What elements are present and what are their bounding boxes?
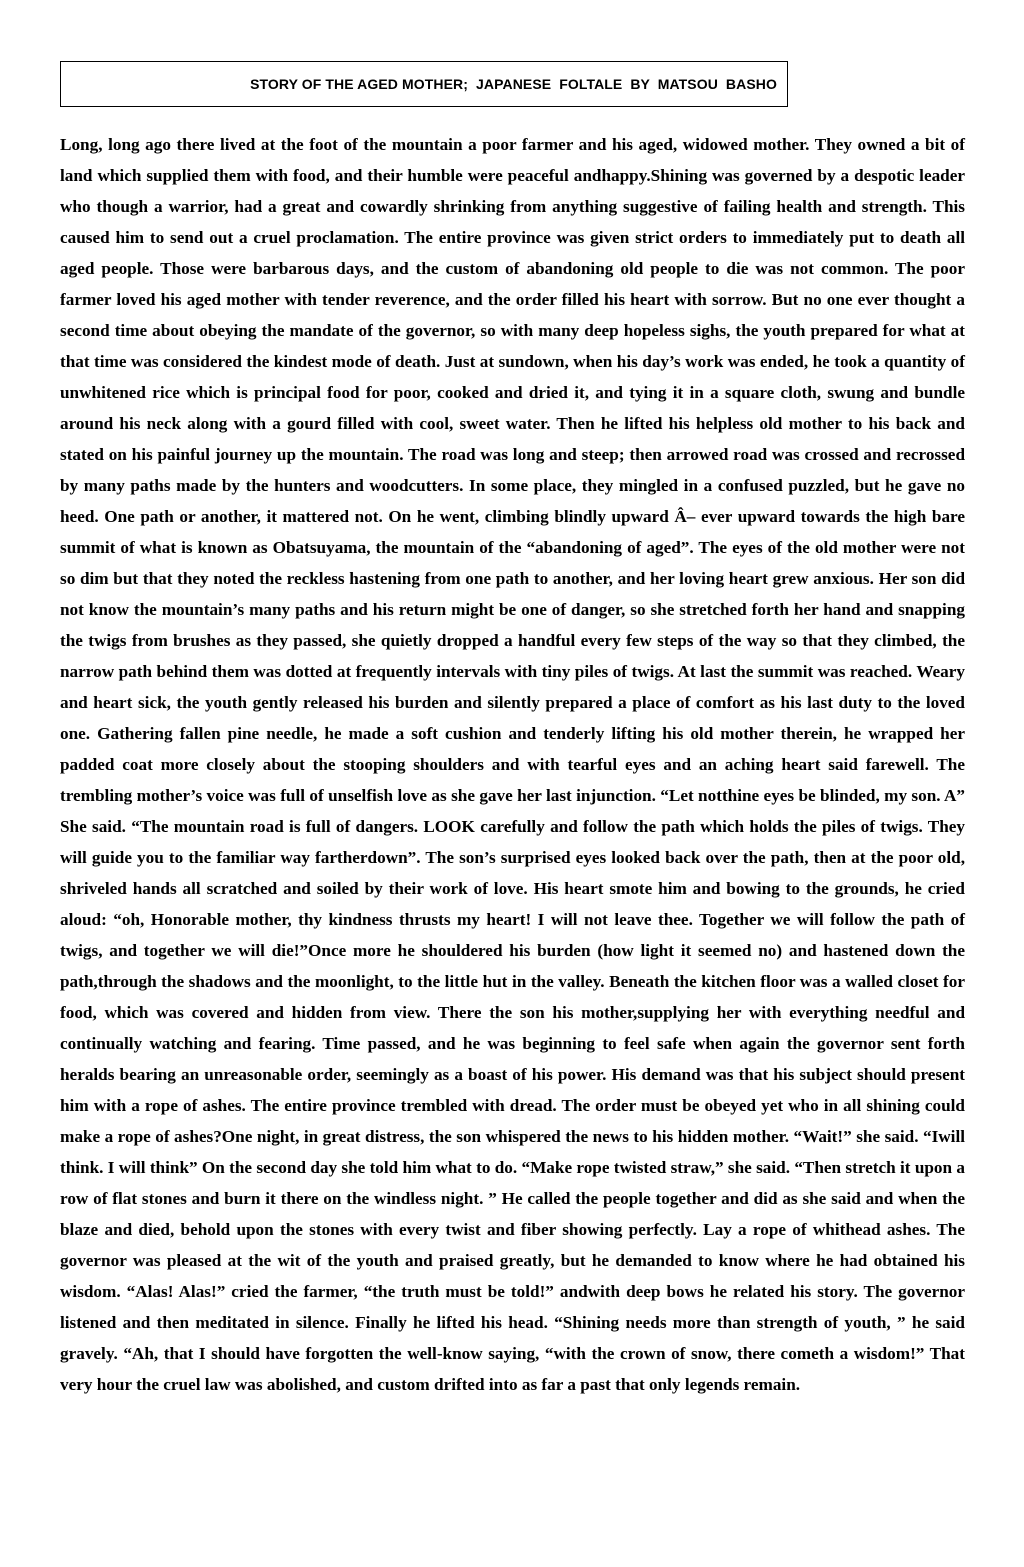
title-box bbox=[60, 61, 788, 107]
story-body: Long, long ago there lived at the foot of the mountain a poor farmer and his aged, widowed mother. They owned a bit of land which supplied them with food, and their humble were peaceful andhappy.Shining was governed by a despotic leader who though a warrior, had a great and cowardly shrinking from anything suggestive of failing health and strength. This caused him to send out a cruel proclamation. The entire province was given strict orders to immediately put to death all aged people. Those were barbarous days, and the custom of abandoning old people to die was not common. The poor farmer loved his aged mother with tender reverence, and the order filled his heart with sorrow. But no one ever thought a second time about obeying the mandate of the governor, so with many deep hopeless sighs, the youth prepared for what at that time was considered the kindest mode of death. Just at sundown, when his day’s work was ended, he took a quantity of unwhitened rice which is principal food for poor, cooked and dried it, and tying it in a square cloth, swung and bundle around his neck along with a gourd filled with cool, sweet water. Then he lifted his helpless old mother to his back and stated on his painful journey up the mountain. The road was long and steep; then arrowed road was crossed and recrossed by many paths made by the hunters and woodcutters. In some place, they mingled in a confused puzzled, but he gave no heed. One path or another, it mattered not. On he went, climbing blindly upward Â– ever upward towards the high bare summit of what is known as Obatsuyama, the mountain of the “abandoning of aged”. The eyes of the old mother were not so dim but that they noted the reckless hastening from one path to another, and her loving heart grew anxious. Her son did not know the mountain’s many paths and his return might be one of danger, so she stretched forth her hand and snapping the twigs from brushes as they passed, she quietly dropped a handful every few steps of the way so that they climbed, the narrow path behind them was dotted at frequently intervals with tiny piles of twigs. At last the summit was reached. Weary and heart sick, the youth gently released his burden and silently prepared a place of comfort as his last duty to the loved one. Gathering fallen pine needle, he made a soft cushion and tenderly lifting his old mother therein, he wrapped her padded coat more closely about the stooping shoulders and with tearful eyes and an aching heart said farewell. The trembling mother’s voice was full of unselfish love as she gave her last injunction. “Let notthine eyes be blinded, my son. A” She said. “The mountain road is full of dangers. LOOK carefully and follow the path which holds the piles of twigs. They will guide you to the familiar way fartherdown”. The son’s surprised eyes looked back over the path, then at the poor old, shriveled hands all scratched and soiled by their work of love. His heart smote him and bowing to the grounds, he cried aloud: “oh, Honorable mother, thy kindness thrusts my heart! I will not leave thee. Together we will follow the path of twigs, and together we will die!”Once more he shouldered his burden (how light it seemed no) and hastened down the path,through the shadows and the moonlight, to the little hut in the valley. Beneath the kitchen floor was a walled closet for food, which was covered and hidden from view. There the son his mother,supplying her with everything needful and continually watching and fearing. Time passed, and he was beginning to feel safe when again the governor sent forth heralds bearing an unreasonable order, seemingly as a boast of his power. His demand was that his subject should present him with a rope of ashes. The entire province trembled with dread. The order must be obeyed yet who in all shining could make a rope of ashes?One night, in great distress, the son whispered the news to his hidden mother. “Wait!” she said. “Iwill think. I will think” On the second day she told him what to do. “Make rope twisted straw,” she said. “Then stretch it upon a row of flat stones and burn it there on the windless night. ” He called the people together and did as she said and when the blaze and died, behold upon the stones with every twist and fiber showing perfectly. Lay a rope of whithead ashes. The governor was pleased at the wit of the youth and praised greatly, but he demanded to know where he had obtained his wisdom. “Alas! Alas!” cried the farmer, “the truth must be told!” andwith deep bows he related his story. The governor listened and then meditated in silence. Finally he lifted his head. “Shining needs more than strength of youth, ” he said gravely. “Ah, that I should have forgotten the well-know saying, “with the crown of snow, there cometh a wisdom!” That very hour the cruel law was abolished, and custom drifted into as far a past that only legends remain. bbox=[60, 135, 965, 1394]
story-title: STORY OF THE AGED MOTHER; JAPANESE FOLTALE BY MATSOU BASHO bbox=[250, 76, 777, 92]
